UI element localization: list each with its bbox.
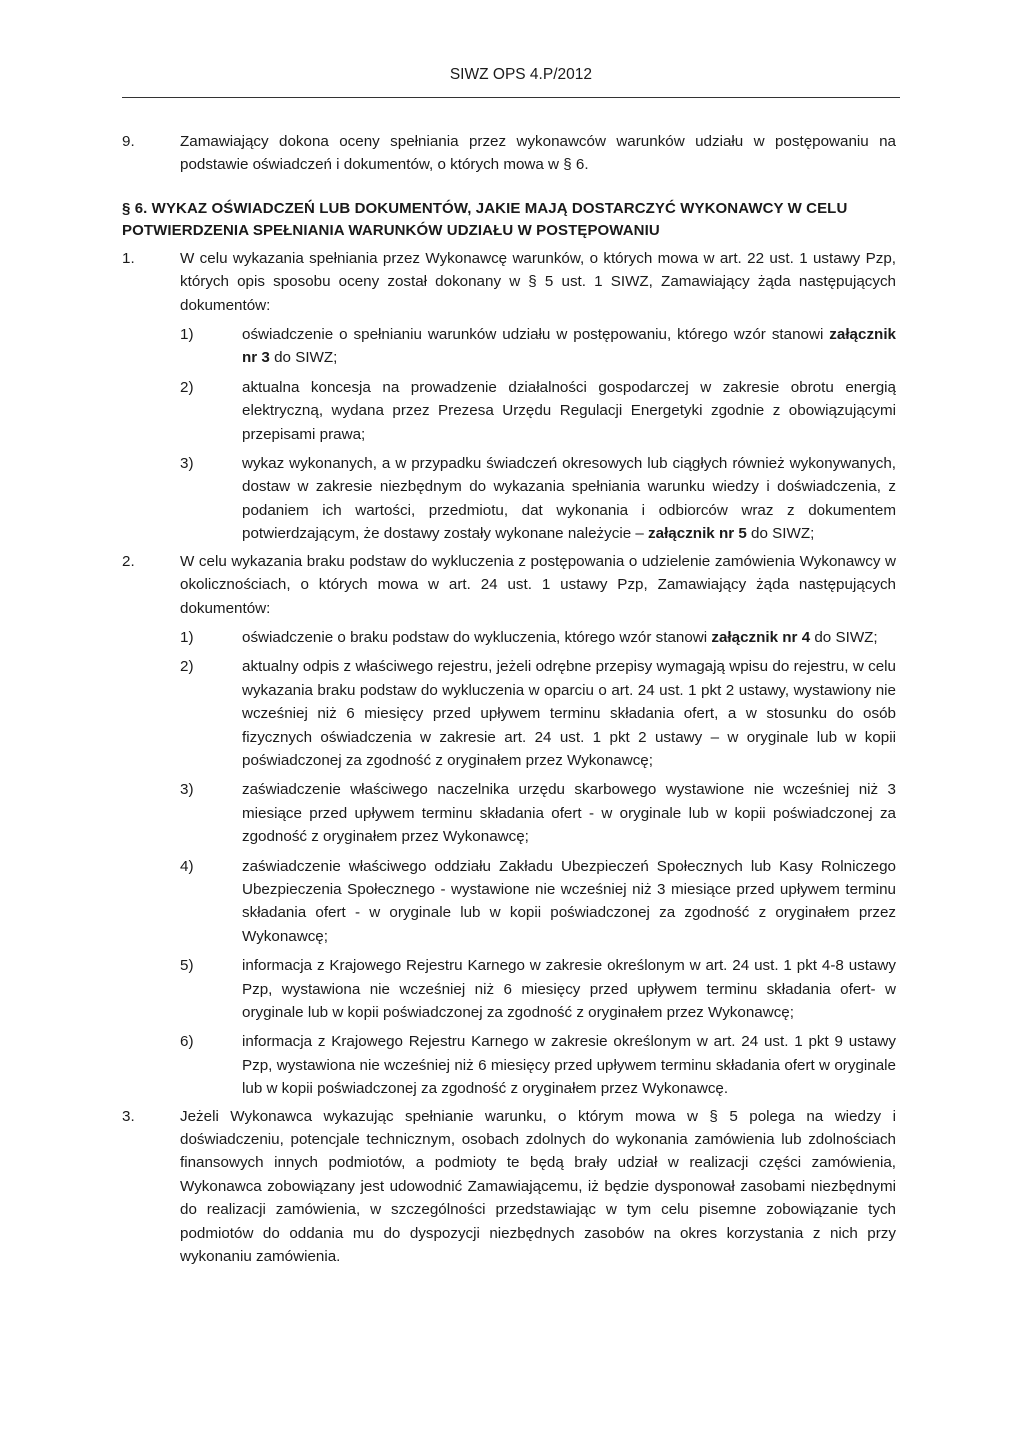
list-item bbox=[180, 855, 896, 949]
list-item bbox=[180, 655, 896, 772]
attachment-reference: załącznik nr 4 bbox=[711, 628, 811, 646]
list-item-text-suffix: do SIWZ; bbox=[746, 525, 815, 543]
paragraph-9 bbox=[122, 130, 896, 177]
list-item bbox=[180, 954, 896, 1024]
list-item-number: 2) bbox=[180, 378, 194, 396]
list-item-text: wykaz wykonanych, a w przypadku świadczeń okresowych lub ciągłych również wykonywanych, dostaw w zakresie niezbędnym do wykazania spełniania warunku wiedzy i doświadczenia, z podaniem ich wartości, przedmiotu, dat wykonania i odbiorców wraz z dokumentem potwierdzającym, że dostawy zostały wykonane należycie – bbox=[242, 455, 896, 543]
point-2-list bbox=[180, 626, 896, 1101]
point-number: 2. bbox=[122, 552, 135, 570]
list-item-number: 1) bbox=[180, 628, 194, 646]
list-item-number: 3) bbox=[180, 781, 194, 799]
list-item-text: zaświadczenie właściwego oddziału Zakładu Ubezpieczeń Społecznych lub Kasy Rolniczego Ubezpieczenia Społecznego - wystawione nie wcześniej niż 3 miesiące przed upływem terminu składania ofert - w oryginale lub w kopii poświadczonej za zgodność z oryginałem przez Wykonawcę; bbox=[242, 857, 896, 945]
list-item-number: 6) bbox=[180, 1033, 194, 1051]
list-item-text: oświadczenie o braku podstaw do wykluczenia, którego wzór stanowi bbox=[242, 628, 712, 646]
list-item-text-suffix: do SIWZ; bbox=[810, 628, 878, 646]
list-item-number: 1) bbox=[180, 326, 194, 344]
page-header bbox=[122, 64, 900, 86]
list-item-number: 2) bbox=[180, 658, 194, 676]
list-item-text: informacja z Krajowego Rejestru Karnego w zakresie określonym w art. 24 ust. 1 pkt 9 ustawy Pzp, wystawiona nie wcześniej niż 6 miesięcy przed upływem terminu składania ofert w oryginale lub w kopii poświadczonej za zgodność z oryginałem przez Wykonawcę. bbox=[242, 1033, 896, 1098]
attachment-reference: załącznik nr 5 bbox=[648, 525, 747, 543]
list-item-text: aktualna koncesja na prowadzenie działalności gospodarczej w zakresie obrotu energią elektryczną, wydana przez Prezesa Urzędu Regulacji Energetyki zgodnie z obowiązującymi przepisami prawa; bbox=[242, 378, 896, 443]
point-text: W celu wykazania braku podstaw do wykluczenia z postępowania o udzielenie zamówienia Wykonawcy w okolicznościach, o których mowa w art. 24 ust. 1 ustawy Pzp, Zamawiający żąda następujących dokumentów: bbox=[180, 552, 896, 617]
header-divider bbox=[122, 97, 900, 98]
document-reference: SIWZ OPS 4.P/2012 bbox=[449, 66, 592, 83]
list-item-text: informacja z Krajowego Rejestru Karnego w zakresie określonym w art. 24 ust. 1 pkt 4-8 ustawy Pzp, wystawiona nie wcześniej niż 6 miesięcy przed upływem terminu składania ofert- w oryginale lub w kopii poświadczonej za zgodność z oryginałem przez Wykonawcę; bbox=[242, 957, 896, 1021]
paragraph-number: 9. bbox=[122, 133, 135, 150]
list-item-text: oświadczenie o spełnianiu warunków udziału w postępowaniu, którego wzór stanowi bbox=[242, 326, 830, 344]
paragraph-text: Zamawiający dokona oceny spełniania przez wykonawców warunków udziału w postępowaniu na podstawie oświadczeń i dokumentów, o których mowa w § 6. bbox=[180, 133, 896, 174]
list-item-number: 3) bbox=[180, 455, 194, 473]
point-text: Jeżeli Wykonawca wykazując spełnianie warunku, o którym mowa w § 5 polega na wiedzy i doświadczeniu, potencjale technicznym, osobach zdolnych do wykonania zamówienia lub zdolnościach finansowych innych podmiotów, a podmioty te będą brały udział w realizacji części zamówienia, Wykonawca zobowiązany jest udowodnić Zamawiającemu, iż będzie dysponował zasobami niezbędnymi do realizacji zamówienia, w szczególności przedstawiając w tym celu pisemne zobowiązanie tych podmiotów do oddania mu do dyspozycji niezbędnych zasobów na okres korzystania z nich przy wykonaniu zamówienia. bbox=[180, 1107, 896, 1266]
attachment-reference: załącznik nr 3 bbox=[242, 326, 896, 367]
list-item bbox=[180, 452, 896, 546]
list-item bbox=[180, 778, 896, 848]
document-body bbox=[122, 130, 896, 1268]
list-item bbox=[180, 1030, 896, 1100]
section-point-2 bbox=[122, 550, 896, 1101]
list-item-number: 4) bbox=[180, 857, 194, 875]
list-item bbox=[180, 323, 896, 370]
point-number: 3. bbox=[122, 1107, 135, 1125]
section-point-3 bbox=[122, 1105, 896, 1269]
point-text: W celu wykazania spełniania przez Wykonawcę warunków, o których mowa w art. 22 ust. 1 ustawy Pzp, których opis sposobu oceny został dokonany w § 5 ust. 1 SIWZ, Zamawiający żąda następujących dokumentów: bbox=[180, 249, 896, 314]
list-item bbox=[180, 626, 896, 649]
point-1-list bbox=[180, 323, 896, 546]
section-heading: § 6. WYKAZ OŚWIADCZEŃ LUB DOKUMENTÓW, JAKIE MAJĄ DOSTARCZYĆ WYKONAWCY W CELU POTWIERDZENIA SPEŁNIANIA WARUNKÓW UDZIAŁU W POSTĘPOWANIU bbox=[122, 199, 848, 240]
section-point-1 bbox=[122, 247, 896, 546]
list-item-text: zaświadczenie właściwego naczelnika urzędu skarbowego wystawione nie wcześniej niż 3 miesiące przed upływem terminu składania ofert - w oryginale lub w kopii poświadczonej za zgodność z oryginałem przez Wykonawcę; bbox=[242, 781, 896, 846]
list-item-text-suffix: do SIWZ; bbox=[269, 349, 338, 367]
point-number: 1. bbox=[122, 249, 135, 267]
list-item-text: aktualny odpis z właściwego rejestru, jeżeli odrębne przepisy wymagają wpisu do rejestru, w celu wykazania braku podstaw do wykluczenia w oparciu o art. 24 ust. 1 pkt 2 ustawy, wystawiony nie wcześniej niż 6 miesięcy przed upływem terminu składania ofert, a w stosunku do osób fizycznych oświadczenia w zakresie art. 24 ust. 1 pkt 2 ustawy – w oryginale lub w kopii poświadczonej za zgodność z oryginałem przez Wykonawcę; bbox=[242, 658, 896, 769]
list-item-number: 5) bbox=[180, 957, 194, 975]
list-item bbox=[180, 376, 896, 446]
